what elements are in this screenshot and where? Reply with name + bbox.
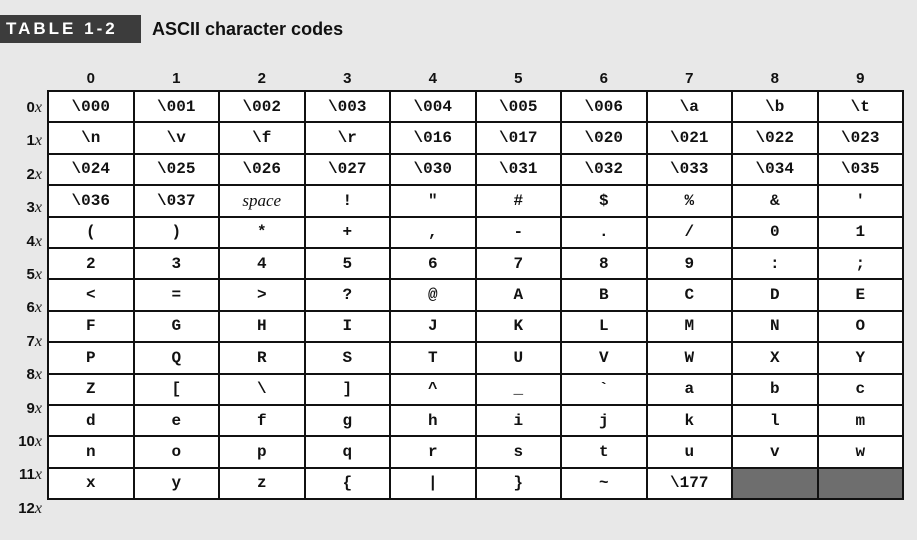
character-cell: U bbox=[476, 342, 562, 373]
row-header-number: 3 bbox=[26, 199, 35, 217]
character-cell: H bbox=[219, 311, 305, 342]
column-header-2: 2 bbox=[257, 70, 266, 87]
character-cell: ) bbox=[134, 217, 220, 248]
row-header-suffix: x bbox=[34, 466, 42, 484]
character-cell: 6 bbox=[390, 248, 476, 279]
row-header-4 bbox=[0, 225, 46, 258]
character-cell: o bbox=[134, 436, 220, 467]
table-row bbox=[48, 185, 903, 216]
character-cell: \037 bbox=[134, 185, 220, 216]
character-cell: \034 bbox=[732, 154, 818, 185]
character-cell: 2 bbox=[48, 248, 134, 279]
character-cell: * bbox=[219, 217, 305, 248]
character-cell: - bbox=[476, 217, 562, 248]
character-cell: a bbox=[647, 374, 733, 405]
row-header-12 bbox=[0, 492, 46, 525]
character-cell: \032 bbox=[561, 154, 647, 185]
character-cell: E bbox=[818, 279, 904, 310]
character-cell: R bbox=[219, 342, 305, 373]
row-header-suffix: x bbox=[34, 299, 42, 317]
character-cell: + bbox=[305, 217, 391, 248]
character-cell: / bbox=[647, 217, 733, 248]
row-header-number: 12 bbox=[18, 499, 35, 517]
row-header-number: 11 bbox=[19, 466, 35, 484]
character-cell: I bbox=[305, 311, 391, 342]
character-cell: m bbox=[818, 405, 904, 436]
row-header-5 bbox=[0, 258, 46, 291]
character-cell: T bbox=[390, 342, 476, 373]
row-header-10 bbox=[0, 425, 46, 458]
character-cell: e bbox=[134, 405, 220, 436]
character-cell: t bbox=[561, 436, 647, 467]
row-header-3 bbox=[0, 191, 46, 224]
character-cell: v bbox=[732, 436, 818, 467]
character-cell: 0 bbox=[732, 217, 818, 248]
character-cell: % bbox=[647, 185, 733, 216]
character-cell: [ bbox=[134, 374, 220, 405]
row-header-number: 8 bbox=[26, 366, 35, 384]
character-cell: , bbox=[390, 217, 476, 248]
character-cell: X bbox=[732, 342, 818, 373]
character-cell: D bbox=[732, 279, 818, 310]
row-header-number: 10 bbox=[18, 432, 35, 450]
table-number-label: TABLE 1-2 bbox=[0, 15, 141, 43]
character-cell: . bbox=[561, 217, 647, 248]
column-header-5: 5 bbox=[514, 70, 523, 87]
blank-cell bbox=[732, 468, 818, 499]
character-cell: F bbox=[48, 311, 134, 342]
character-cell: # bbox=[476, 185, 562, 216]
character-cell: Y bbox=[818, 342, 904, 373]
character-cell: \022 bbox=[732, 122, 818, 153]
character-cell: \033 bbox=[647, 154, 733, 185]
row-header-number: 0 bbox=[26, 99, 35, 116]
character-cell: C bbox=[647, 279, 733, 310]
character-cell: \177 bbox=[647, 468, 733, 499]
character-cell: u bbox=[647, 436, 733, 467]
character-cell: r bbox=[390, 436, 476, 467]
row-header-suffix: x bbox=[34, 366, 42, 384]
column-header-7: 7 bbox=[685, 70, 694, 87]
character-cell: \n bbox=[48, 122, 134, 153]
character-cell: N bbox=[732, 311, 818, 342]
character-cell: n bbox=[48, 436, 134, 467]
row-header-8 bbox=[0, 358, 46, 391]
table-row bbox=[48, 405, 903, 436]
table-title: ASCII character codes bbox=[152, 18, 344, 39]
character-cell: Q bbox=[134, 342, 220, 373]
row-header-suffix: x bbox=[34, 399, 42, 417]
row-header-0 bbox=[0, 91, 46, 124]
character-cell: j bbox=[561, 405, 647, 436]
table-row bbox=[48, 122, 903, 153]
row-header-number: 6 bbox=[26, 299, 35, 317]
character-cell: { bbox=[305, 468, 391, 499]
character-cell: \ bbox=[219, 374, 305, 405]
character-cell: B bbox=[561, 279, 647, 310]
character-cell: ( bbox=[48, 217, 134, 248]
character-cell: ^ bbox=[390, 374, 476, 405]
character-cell: A bbox=[476, 279, 562, 310]
column-header-1: 1 bbox=[172, 70, 181, 87]
table-row bbox=[48, 468, 903, 499]
character-cell: \036 bbox=[48, 185, 134, 216]
row-header-suffix: x bbox=[34, 99, 42, 116]
row-header-number: 1 bbox=[26, 132, 35, 150]
row-header-suffix: x bbox=[34, 499, 42, 517]
character-cell: ` bbox=[561, 374, 647, 405]
character-cell: w bbox=[818, 436, 904, 467]
character-cell: \030 bbox=[390, 154, 476, 185]
character-cell: \026 bbox=[219, 154, 305, 185]
row-header-9 bbox=[0, 392, 46, 425]
character-cell: p bbox=[219, 436, 305, 467]
character-cell: d bbox=[48, 405, 134, 436]
character-cell: i bbox=[476, 405, 562, 436]
character-cell: ] bbox=[305, 374, 391, 405]
character-cell: _ bbox=[476, 374, 562, 405]
character-cell: \016 bbox=[390, 122, 476, 153]
character-cell: W bbox=[647, 342, 733, 373]
table-row bbox=[48, 154, 903, 185]
table-row bbox=[48, 311, 903, 342]
character-cell: " bbox=[390, 185, 476, 216]
blank-cell bbox=[818, 468, 904, 499]
character-cell: h bbox=[390, 405, 476, 436]
character-cell: \031 bbox=[476, 154, 562, 185]
character-cell: < bbox=[48, 279, 134, 310]
character-cell: 5 bbox=[305, 248, 391, 279]
table-row bbox=[48, 91, 903, 122]
column-header-4: 4 bbox=[428, 70, 437, 87]
character-cell: $ bbox=[561, 185, 647, 216]
character-cell: V bbox=[561, 342, 647, 373]
character-cell: y bbox=[134, 468, 220, 499]
column-header-0: 0 bbox=[86, 70, 95, 87]
character-cell: \006 bbox=[561, 91, 647, 122]
character-cell: } bbox=[476, 468, 562, 499]
character-cell: \002 bbox=[219, 91, 305, 122]
character-cell: s bbox=[476, 436, 562, 467]
row-header-suffix: x bbox=[34, 332, 42, 350]
character-cell: J bbox=[390, 311, 476, 342]
character-cell: & bbox=[732, 185, 818, 216]
character-cell: : bbox=[732, 248, 818, 279]
table-row bbox=[48, 436, 903, 467]
column-header-9: 9 bbox=[856, 70, 865, 87]
character-cell: L bbox=[561, 311, 647, 342]
character-cell: P bbox=[48, 342, 134, 373]
table-caption bbox=[0, 15, 343, 43]
character-cell: \027 bbox=[305, 154, 391, 185]
table-row bbox=[48, 217, 903, 248]
character-cell: z bbox=[219, 468, 305, 499]
character-cell: \003 bbox=[305, 91, 391, 122]
character-cell: 9 bbox=[647, 248, 733, 279]
table-row bbox=[48, 279, 903, 310]
character-cell: space bbox=[219, 185, 305, 216]
row-header-suffix: x bbox=[34, 232, 42, 250]
character-cell: x bbox=[48, 468, 134, 499]
character-cell: f bbox=[219, 405, 305, 436]
column-header-6: 6 bbox=[599, 70, 608, 87]
table-row bbox=[48, 374, 903, 405]
character-cell: O bbox=[818, 311, 904, 342]
character-cell: S bbox=[305, 342, 391, 373]
row-header-number: 9 bbox=[26, 399, 35, 417]
row-header-11 bbox=[0, 458, 46, 491]
character-cell: \f bbox=[219, 122, 305, 153]
row-header-number: 2 bbox=[26, 165, 35, 183]
character-cell: 4 bbox=[219, 248, 305, 279]
character-cell: \004 bbox=[390, 91, 476, 122]
character-cell: Z bbox=[48, 374, 134, 405]
table-row bbox=[48, 248, 903, 279]
row-headers bbox=[0, 91, 46, 525]
row-header-7 bbox=[0, 325, 46, 358]
character-cell: k bbox=[647, 405, 733, 436]
column-headers bbox=[48, 68, 908, 90]
row-header-suffix: x bbox=[34, 265, 42, 283]
character-cell: l bbox=[732, 405, 818, 436]
character-cell: K bbox=[476, 311, 562, 342]
character-cell: ~ bbox=[561, 468, 647, 499]
character-cell: G bbox=[134, 311, 220, 342]
character-cell: ? bbox=[305, 279, 391, 310]
character-cell: g bbox=[305, 405, 391, 436]
column-header-8: 8 bbox=[770, 70, 779, 87]
character-cell: \r bbox=[305, 122, 391, 153]
character-cell: \000 bbox=[48, 91, 134, 122]
character-cell: \a bbox=[647, 91, 733, 122]
table-row bbox=[48, 342, 903, 373]
row-header-suffix: x bbox=[34, 199, 42, 217]
character-cell: \035 bbox=[818, 154, 904, 185]
character-cell: > bbox=[219, 279, 305, 310]
character-cell: \023 bbox=[818, 122, 904, 153]
character-cell: 7 bbox=[476, 248, 562, 279]
row-header-number: 5 bbox=[26, 265, 35, 283]
character-cell: = bbox=[134, 279, 220, 310]
character-cell: @ bbox=[390, 279, 476, 310]
character-cell: c bbox=[818, 374, 904, 405]
character-cell: \b bbox=[732, 91, 818, 122]
character-cell: \021 bbox=[647, 122, 733, 153]
ascii-table bbox=[47, 90, 904, 500]
character-cell: ' bbox=[818, 185, 904, 216]
character-cell: \017 bbox=[476, 122, 562, 153]
row-header-number: 7 bbox=[26, 332, 35, 350]
column-header-3: 3 bbox=[343, 70, 352, 87]
character-cell: q bbox=[305, 436, 391, 467]
character-cell: 8 bbox=[561, 248, 647, 279]
row-header-6 bbox=[0, 291, 46, 324]
row-header-suffix: x bbox=[34, 165, 42, 183]
row-header-suffix: x bbox=[34, 132, 42, 150]
character-cell: \025 bbox=[134, 154, 220, 185]
character-cell: | bbox=[390, 468, 476, 499]
character-cell: \020 bbox=[561, 122, 647, 153]
character-cell: \001 bbox=[134, 91, 220, 122]
row-header-1 bbox=[0, 124, 46, 157]
character-cell: M bbox=[647, 311, 733, 342]
row-header-2 bbox=[0, 158, 46, 191]
character-cell: \t bbox=[818, 91, 904, 122]
character-cell: b bbox=[732, 374, 818, 405]
character-cell: ! bbox=[305, 185, 391, 216]
character-cell: ; bbox=[818, 248, 904, 279]
character-cell: \005 bbox=[476, 91, 562, 122]
character-cell: 1 bbox=[818, 217, 904, 248]
row-header-number: 4 bbox=[26, 232, 35, 250]
character-cell: 3 bbox=[134, 248, 220, 279]
row-header-suffix: x bbox=[34, 432, 42, 450]
ascii-table-body bbox=[48, 91, 903, 499]
character-cell: \024 bbox=[48, 154, 134, 185]
character-cell: \v bbox=[134, 122, 220, 153]
